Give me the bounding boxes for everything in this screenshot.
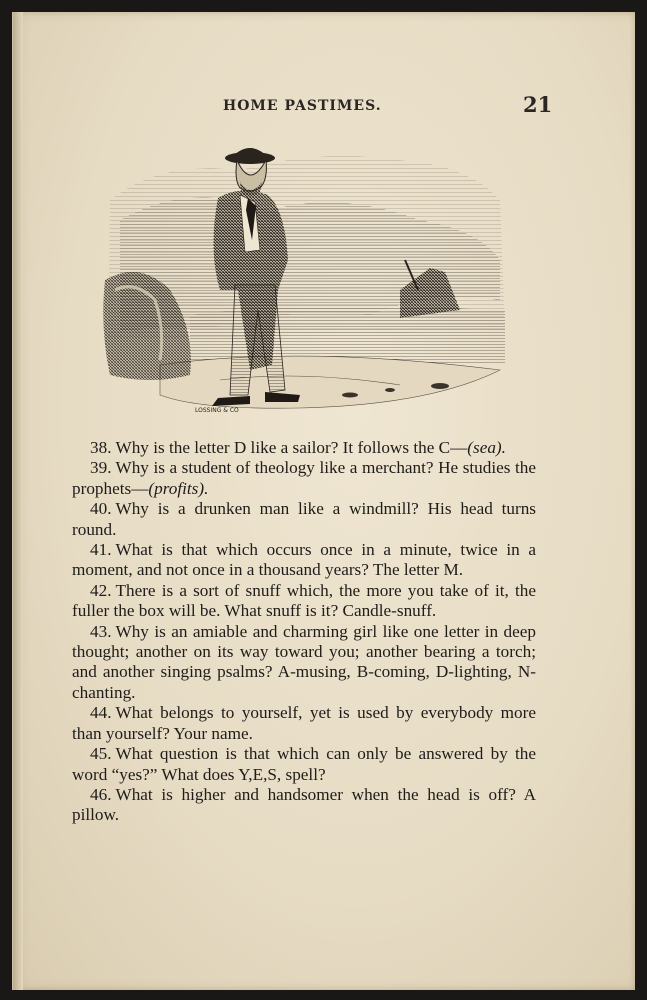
riddle-number: 44. (90, 703, 112, 723)
riddle-paragraph (72, 744, 536, 785)
riddle-text: Why is a student of theology like a merchant? He studies the prophets— (72, 458, 536, 498)
riddle-paragraph (72, 622, 536, 704)
riddle-answer-emphasis: (sea). (467, 438, 506, 457)
riddle-number: 41. (90, 540, 112, 560)
riddle-number: 43. (90, 621, 112, 641)
beach (160, 356, 500, 408)
riddle-text: Why is the letter D like a sailor? It follows the C— (115, 438, 468, 457)
riddle-paragraph (72, 438, 536, 458)
riddle-number: 42. (90, 580, 112, 600)
riddle-number: 39. (90, 458, 112, 478)
page-gutter (13, 12, 23, 990)
riddle-list (72, 438, 536, 826)
riddle-text: Why is a drunken man like a windmill? His head turns round. (72, 499, 536, 539)
riddle-number: 40. (90, 499, 112, 519)
riddle-number: 46. (90, 784, 112, 804)
riddle-answer-emphasis: (profits). (148, 478, 209, 498)
riddle-paragraph (72, 540, 536, 581)
riddle-number: 38. (90, 438, 112, 457)
riddle-paragraph (72, 581, 536, 622)
riddle-text: What is higher and handsomer when the head is off? A pillow. (72, 784, 536, 825)
riddle-text: What belongs to yourself, yet is used by everybody more than yourself? Your name. (72, 703, 536, 743)
running-title: HOME PASTIMES. (223, 98, 382, 114)
riddle-paragraph (72, 499, 536, 540)
riddle-text: There is a sort of snuff which, the more you take of it, the fuller the box will be. What snuff is it? Candle-snuff. (72, 580, 536, 621)
engraver-signature: LOSSING & CO (195, 407, 239, 414)
riddle-text: What question is that which can only be answered by the word “yes?” What does Y,E,S, spell? (72, 744, 536, 784)
riddle-paragraph (72, 785, 536, 826)
riddle-paragraph (72, 703, 536, 744)
riddle-number: 45. (90, 744, 112, 764)
riddle-text: Why is an amiable and charming girl like one letter in deep thought; another on its way toward you; another bearing a torch; and another singing psalms? A-musing, B-coming, D-lighting, N-chanting. (72, 621, 536, 702)
sailor-engraving (100, 140, 510, 415)
page-number: 21 (523, 92, 553, 117)
riddle-text: What is that which occurs once in a minute, twice in a moment, and not once in a thousand years? The letter M. (72, 540, 536, 580)
riddle-paragraph (72, 458, 536, 499)
